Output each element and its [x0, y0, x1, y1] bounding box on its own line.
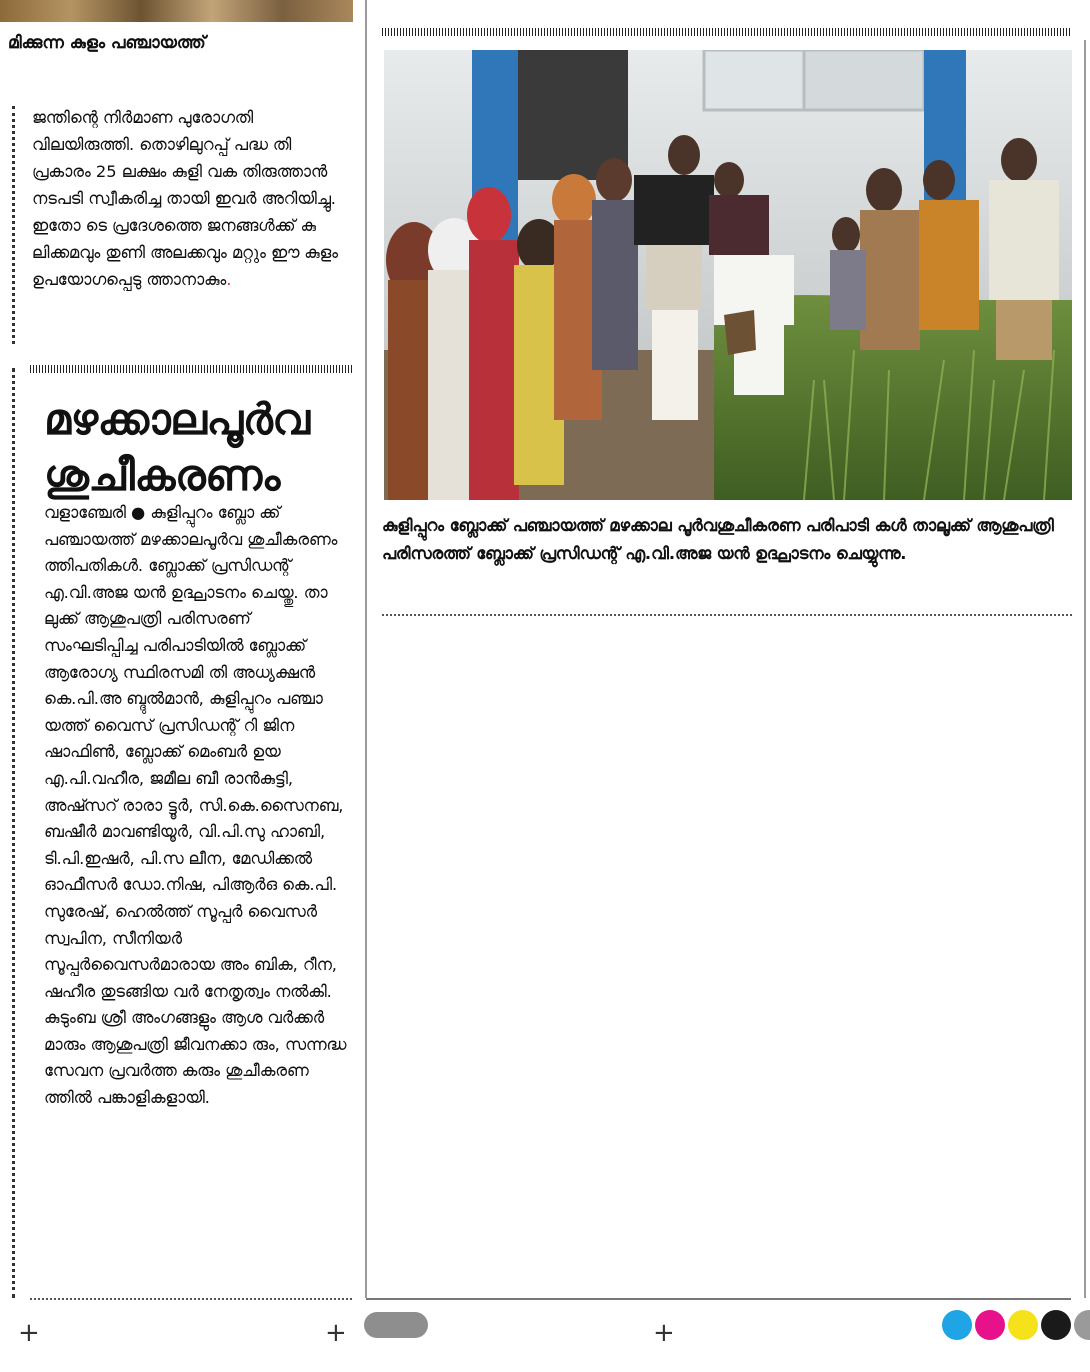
- print-slug-pill: [364, 1312, 428, 1338]
- photo-caption: കുളിപ്പുറം ബ്ലോക്ക് പഞ്ചായത്ത് മഴക്കാല പൂർവശുചീകരണ പരിപാടി കൾ താലൂക്ക് ആശുപത്രി പരിസരത്ത് ബ്ലോക്ക് പ്രസിഡന്റ് എ.വി.അജ യൻ ഉദ്ഘാടനം ചെയ്യുന്നു.: [382, 516, 1054, 563]
- black-swatch: [1041, 1310, 1071, 1340]
- yellow-swatch: [1008, 1310, 1038, 1340]
- continued-paragraph-text: ജന്തിന്റെ നിർമാണ പുരോഗതി വിലയിരുത്തി. തൊഴിലുറപ്പ് പദ്ധ തി പ്രകാരം 25 ലക്ഷം കുളി വക തിരുത്താൻ നടപടി സ്വീകരിച്ച തായി ഇവർ അറിയിച്ചു. ഇതോ ടെ പ്രദേശത്തെ ജനങ്ങൾക്ക് കു ലിക്കമവും തുണി അലക്കവും മറ്റും ഈ കുളം ഉപയോഗപ്പെടു ത്താനാകു: [32, 108, 338, 289]
- bottom-page-rule: [366, 1298, 1071, 1300]
- article-body: വളാഞ്ചേരി ● കുളിപ്പുറം ബ്ലോ ക്ക് പഞ്ചായത്ത് മഴക്കാലപൂർവ ശുചീകരണം ത്തിപതികൾ. ബ്ലോക്ക് പ്രസിഡന്റ് എ.വി.അജ യൻ ഉദ്ഘാടനം ചെയ്തു. താ ലുക്ക് ആശുപത്രി പരിസരണ് സംഘടിപ്പിച്ച പരിപാടിയിൽ ബ്ലോക്ക് ആരോഗ്യ സ്ഥിരസമി തി അധ്യക്ഷൻ കെ.പി.അ ബ്ദുൽമാൻ, കുളിപ്പുറം പഞ്ചാ യത്ത് വൈസ് പ്രസിഡന്റ് റി ജിന ഷാഫിൺ, ബ്ലോക്ക് മെംബർ ഉയ എ.പി.വഹീര, ജമീല ബീ രാൻകുട്ടി, അഷ്സറ് രാരാ ട്ടൂർ, സി.കെ.സൈനബ, ബഷീർ മാവണ്ടിയൂർ, വി.പി.സു ഹാബി, ടി.പി.ഇഷർ, പി.സ ലീന, മേഡിക്കൽ ഓഫീസർ ഡോ.നിഷ, പിആർഒ കെ.പി. സുരേഷ്, ഹെൽത്ത് സൂപ്പർ വൈസർ സ്വപിന, സീനിയർ സൂപ്പർവൈസർമാരായ അം ബിക, റീന, ഷഹീര തുടങ്ങിയ വർ നേതൃത്വം നൽകി. കുടുംബ ശ്രീ അംഗങ്ങളും ആശ വർക്കർ മാരും ആശുപത്രി ജീവനക്കാ രും, സന്നദ്ധ സേവന പ്രവർത്ത കരും ശുചീകരണ ത്തിൽ പങ്കാളികളായി.: [44, 503, 347, 1108]
- column-rule-right: [1084, 40, 1086, 1298]
- cyan-swatch: [942, 1310, 972, 1340]
- grey-swatch: [1074, 1310, 1090, 1340]
- photo-section-hatch: [382, 28, 1070, 36]
- previous-photo-caption: മിക്കുന്ന കുളം പഞ്ചായത്ത്: [8, 33, 206, 53]
- left-column-dotted-rule: [12, 106, 15, 344]
- registration-mark-1: +: [18, 1318, 40, 1348]
- left-bottom-dotted-rule: [30, 1298, 352, 1300]
- caption-bottom-dotted-rule: [382, 614, 1072, 616]
- photo-illustration: [384, 50, 1072, 500]
- article-headline: [44, 392, 354, 504]
- registration-mark-3: +: [653, 1318, 675, 1348]
- left-column-dotted-rule-2: [12, 368, 15, 1298]
- magenta-swatch: [975, 1310, 1005, 1340]
- headline-line-1: മഴക്കാലപൂർവ: [44, 395, 310, 445]
- registration-mark-2: +: [325, 1318, 347, 1348]
- column-rule-left: [365, 0, 367, 1298]
- news-photo: [384, 50, 1072, 500]
- headline-line-2: ശുചീകരണം: [44, 451, 280, 501]
- previous-article-photo-strip: [0, 0, 353, 22]
- article-end-mark: ം.: [226, 270, 232, 289]
- section-divider-hatch: [30, 365, 352, 373]
- continued-paragraph: [32, 104, 348, 293]
